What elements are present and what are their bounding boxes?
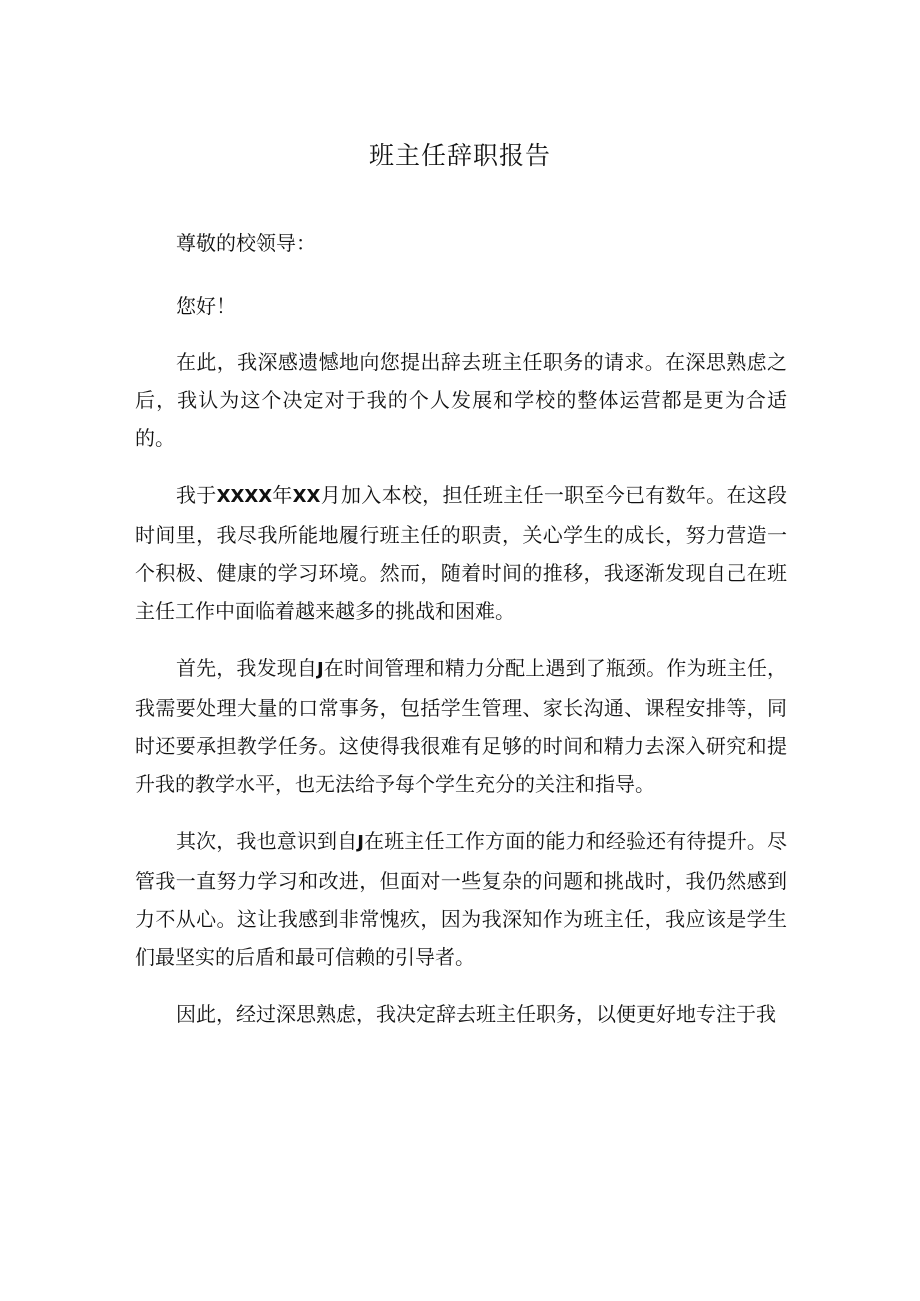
document-body (135, 224, 787, 1052)
placeholder-month: XX (292, 486, 321, 507)
paragraph-text: 我于 (176, 483, 217, 507)
paragraph-text: 在此，我深感遗憾地向您提出辞去班主任职务的请求。在深思熟虑之后，我认为这个决定对于我的个人发展和学校的整体运营都是更为合适的。 (135, 350, 787, 450)
paragraph-text: 其次，我也意识到自 (176, 829, 358, 853)
greeting: 您好！ (176, 294, 236, 318)
ocr-glyph: J (317, 659, 324, 680)
paragraph-text: 在时间管理和精力分配上遇到了瓶颈。作为班主任，我需要处理大量的口常事务，包括学生管理、家长沟通、课程安排等，同时还要承担教学任务。这使得我很难有足够的时间和精力去深入研究和提升我的教学水平，也无法给予每个学生充分的关注和指导。 (135, 656, 788, 796)
paragraph-text: 在班主任工作方面的能力和经验还有待提升。尽管我一直努力学习和改进，但面对一些复杂的问题和挑战时，我仍然感到力不从心。这让我感到非常愧疚，因为我深知作为班主任，我应该是学生们最坚实的后盾和最可信赖的引导者。 (135, 829, 788, 969)
paragraph (135, 476, 787, 630)
paragraph (135, 822, 787, 976)
paragraph (135, 995, 787, 1033)
salutation: 尊敬的校领导： (176, 231, 316, 255)
paragraph (135, 343, 787, 457)
ocr-glyph: J (357, 832, 364, 853)
paragraph-text: 因此，经过深思熟虑，我决定辞去班主任职务，以便更好地专注于我 (176, 1002, 776, 1026)
paragraph (135, 649, 787, 803)
paragraph-text: 年 (272, 483, 293, 507)
paragraph-text: 首先，我发现自 (176, 656, 318, 680)
placeholder-year: XXXX (216, 486, 273, 507)
paragraph-text: 月加入本校，担任班主任一职至今已有数年。在这段时间里，我尽我所能地履行班主任的职责，关心学生的成长，努力营造一个积极、健康的学习环境。然而，随着时间的推移，我逐渐发现自己在班主任工作中面临着越来越多的挑战和困难。 (135, 483, 788, 623)
document-title: 班主任辞职报告 (368, 141, 551, 170)
